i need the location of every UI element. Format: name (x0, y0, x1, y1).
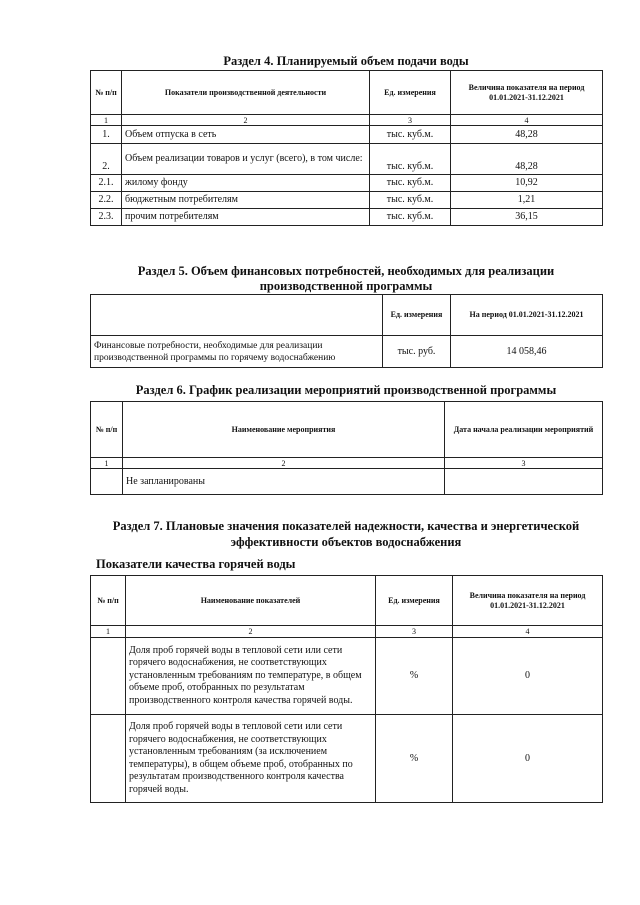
row-unit: тыс. руб. (383, 336, 451, 368)
section7-table (90, 575, 603, 803)
header-indicator: Наименование показателей (126, 576, 376, 626)
column-number: 2 (126, 626, 376, 638)
row-name: Не запланированы (123, 469, 445, 495)
row-name: жилому фонду (122, 175, 370, 192)
row-value: 0 (453, 638, 603, 715)
column-number: 2 (122, 115, 370, 126)
section7-title-line2: эффективности объектов водоснабжения (230, 535, 462, 549)
row-value: 1,21 (451, 192, 603, 209)
table-row (91, 336, 603, 368)
header-empty (91, 295, 383, 336)
header-num: № п/п (91, 402, 123, 458)
table-row (91, 175, 603, 192)
row-name: прочим потребителям (122, 209, 370, 226)
column-number: 3 (370, 115, 451, 126)
row-name: Объем отпуска в сеть (122, 126, 370, 144)
section7-title-line1: Раздел 7. Плановые значения показателей надежности, качества и энергетической (112, 519, 580, 533)
header-period: На период 01.01.2021-31.12.2021 (451, 295, 603, 336)
column-number-row (91, 626, 603, 638)
table-row (91, 715, 603, 803)
section6-title: Раздел 6. График реализации мероприятий производственной программы (135, 383, 557, 397)
row-name: бюджетным потребителям (122, 192, 370, 209)
table-header-row (91, 71, 603, 115)
section5-title-line2: производственной программы (259, 279, 433, 293)
row-value: 10,92 (451, 175, 603, 192)
column-number: 4 (453, 626, 603, 638)
table-header-row (91, 295, 603, 336)
row-value: 14 058,46 (451, 336, 603, 368)
table-header-row (91, 402, 603, 458)
header-unit: Ед. измерения (370, 71, 451, 115)
column-number: 1 (91, 626, 126, 638)
section4-title: Раздел 4. Планируемый объем подачи воды (223, 54, 469, 68)
table-row (91, 192, 603, 209)
section5-table (90, 294, 603, 368)
row-value: 48,28 (451, 126, 603, 144)
row-unit: тыс. куб.м. (370, 209, 451, 226)
column-number: 4 (451, 115, 603, 126)
column-number: 3 (376, 626, 453, 638)
header-indicator: Показатели производственной деятельности (122, 71, 370, 115)
row-name: Финансовые потребности, необходимые для реализации производственной программы по горячему водоснабжению (91, 336, 383, 368)
table-row (91, 469, 603, 495)
section6-table (90, 401, 603, 495)
column-number: 2 (123, 458, 445, 469)
table-row (91, 209, 603, 226)
section4-table (90, 70, 603, 226)
row-name: Доля проб горячей воды в тепловой сети или сети горячего водоснабжения, не соответствующих установленным требованиям по температуре, в общем объеме проб, отобранных по результатам производственного контроля качества горячей воды. (126, 638, 376, 715)
row-number: 2. (91, 144, 122, 175)
row-value: 48,28 (451, 144, 603, 175)
header-num: № п/п (91, 576, 126, 626)
table-row (91, 144, 603, 175)
row-unit: тыс. куб.м. (370, 175, 451, 192)
column-number: 3 (445, 458, 603, 469)
row-number (91, 469, 123, 495)
row-value: 36,15 (451, 209, 603, 226)
row-unit: % (376, 715, 453, 803)
section7-subtitle: Показатели качества горячей воды (96, 557, 296, 571)
row-number (91, 715, 126, 803)
header-unit: Ед. измерения (383, 295, 451, 336)
header-activity: Наименование мероприятия (123, 402, 445, 458)
table-row (91, 638, 603, 715)
row-unit: тыс. куб.м. (370, 192, 451, 209)
header-unit: Ед. измерения (376, 576, 453, 626)
column-number: 1 (91, 115, 122, 126)
header-start-date: Дата начала реализации мероприятий (445, 402, 603, 458)
table-row (91, 126, 603, 144)
column-number-row (91, 458, 603, 469)
row-unit: % (376, 638, 453, 715)
column-number: 1 (91, 458, 123, 469)
column-number-row (91, 115, 603, 126)
table-header-row (91, 576, 603, 626)
row-number: 2.2. (91, 192, 122, 209)
row-value: 0 (453, 715, 603, 803)
header-num: № п/п (91, 71, 122, 115)
row-date (445, 469, 603, 495)
row-number: 1. (91, 126, 122, 144)
row-unit: тыс. куб.м. (370, 126, 451, 144)
header-value: Величина показателя на период 01.01.2021-31.12.2021 (453, 576, 603, 626)
row-number: 2.3. (91, 209, 122, 226)
row-number: 2.1. (91, 175, 122, 192)
header-value: Величина показателя на период 01.01.2021-31.12.2021 (451, 71, 603, 115)
row-number (91, 638, 126, 715)
row-unit: тыс. куб.м. (370, 144, 451, 175)
row-name: Объем реализации товаров и услуг (всего), в том числе: (122, 144, 370, 175)
row-name: Доля проб горячей воды в тепловой сети или сети горячего водоснабжения, не соответствующих установленным требованиям (за исключением температуры), в общем объеме проб, отобранных по результатам производственного контроля качества горячей воды. (126, 715, 376, 803)
section5-title-line1: Раздел 5. Объем финансовых потребностей, необходимых для реализации (137, 264, 555, 278)
